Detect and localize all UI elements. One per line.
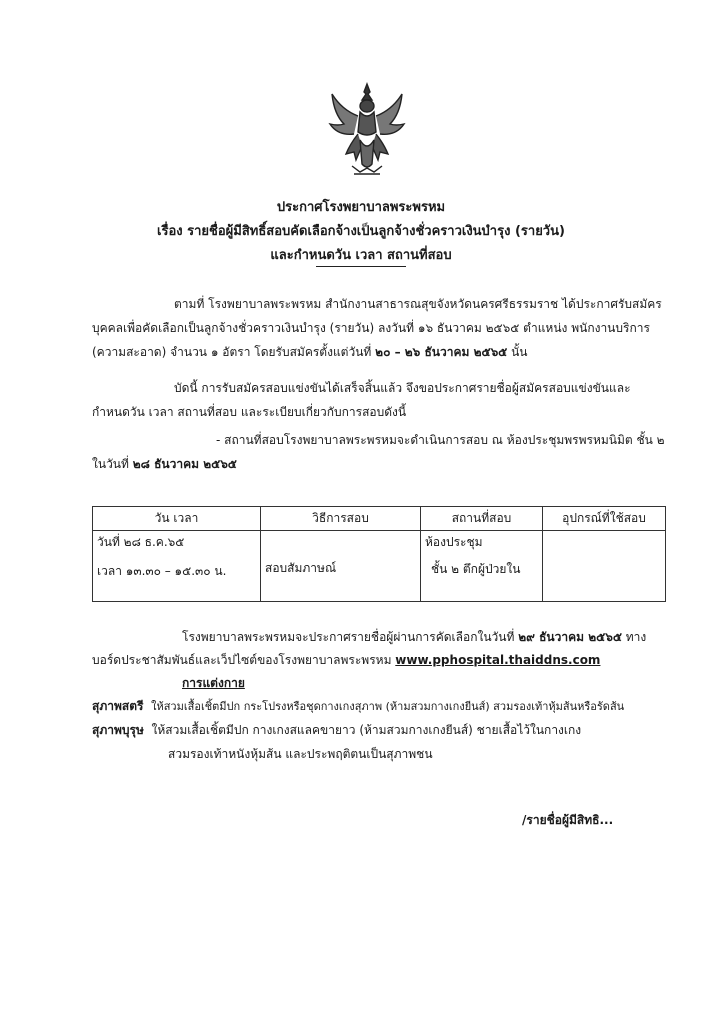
dress-female-label: สุภาพสตรี (92, 699, 144, 713)
para2-line1: บัดนี้ การรับสมัครสอบแข่งขันได้เสร็จสิ้นแล้ว จึงขอประกาศรายชื่อผู้สมัครสอบแข่งขันและ (174, 381, 631, 395)
announcement-subject: เรื่อง รายชื่อผู้มีสิทธิ์สอบคัดเลือกจ้างเป็นลูกจ้างชั่วคราวเงินบำรุง (รายวัน) (157, 224, 565, 239)
dress-male-label: สุภาพบุรุษ (92, 723, 144, 737)
announcement-subject-line2: และกำหนดวัน เวลา สถานที่สอบ (270, 248, 452, 263)
para4-line2 (92, 651, 600, 670)
dress-female (92, 697, 624, 716)
cell-place (421, 531, 543, 602)
title-divider (316, 266, 406, 267)
hospital-website-link[interactable]: www.pphospital.thaiddns.com (395, 653, 601, 667)
cell-place-line1: ห้องประชุม (425, 535, 483, 549)
para1-line2: บุคคลเพื่อคัดเลือกเป็นลูกจ้างชั่วคราวเงินบำรุง (รายวัน) ลงวันที่ ๑๖ ธันวาคม ๒๕๖๕ ตำแหน่ง พนักงานบริการ (92, 321, 650, 335)
para3-line1: - สถานที่สอบโรงพยาบาลพระพรหมจะดำเนินการสอบ ณ ห้องประชุมพรพรหมนิมิต ชั้น ๒ (216, 433, 665, 447)
col-header-place: สถานที่สอบ (421, 507, 543, 531)
col-header-datetime: วัน เวลา (93, 507, 261, 531)
para4-line1-text: โรงพยาบาลพระพรหมจะประกาศรายชื่อผู้ผ่านการคัดเลือกในวันที่ (182, 630, 519, 644)
table-row (93, 531, 666, 602)
dress-code-title: การแต่งกาย (182, 676, 245, 690)
para4-line2-text: บอร์ดประชาสัมพันธ์และเว็ปไซต์ของโรงพยาบาลพระพรหม (92, 653, 396, 667)
cell-place-line2: ชั้น ๒ ตึกผู้ป่วยใน (431, 562, 521, 576)
cell-method-text: สอบสัมภาษณ์ (265, 561, 337, 575)
dress-female-text: ให้สวมเสื้อเชิ้ตมีปก กระโปรงหรือชุดกางเกงสุภาพ (ห้ามสวมกางเกงยีนส์) สวมรองเท้าหุ้มส้นหรือรัดส้น (151, 700, 625, 713)
announcement-title: ประกาศโรงพยาบาลพระพรหม (276, 200, 446, 215)
para1-line3 (92, 343, 528, 362)
dress-male-text: ให้สวมเสื้อเชิ้ตมีปก กางเกงสแลคขายาว (ห้ามสวมกางเกงยีนส์) ชายเสื้อไว้ในกางเกง (151, 723, 582, 737)
exam-date: ๒๘ ธันวาคม ๒๕๖๕ (132, 457, 237, 471)
para3-line2-text: ในวันที่ (92, 457, 133, 471)
para1-line1: ตามที่ โรงพยาบาลพระพรหม สำนักงานสาธารณสุขจังหวัดนครศรีธรรมราช ได้ประกาศรับสมัคร (174, 297, 662, 311)
para4-line1-end: ทาง (621, 630, 647, 644)
application-period: ๒๐ – ๒๖ ธันวาคม ๒๕๖๕ (375, 345, 508, 359)
para2-line2: กำหนดวัน เวลา สถานที่สอบ และระเบียบเกี่ยวกับการสอบดังนี้ (92, 405, 407, 419)
exam-schedule-table (92, 506, 666, 602)
dress-male-line2: สวมรองเท้าหนังหุ้มส้น และประพฤติตนเป็นสุภาพชน (168, 747, 433, 761)
para3-line2 (92, 455, 237, 474)
continuation-note: /รายชื่อผู้มีสิทธิ... (522, 813, 614, 827)
col-header-method: วิธีการสอบ (261, 507, 421, 531)
cell-method (261, 531, 421, 602)
para1-line3-text: (ความสะอาด) จำนวน ๑ อัตรา โดยรับสมัครตั้งแต่วันที่ (92, 345, 376, 359)
cell-date: วันที่ ๒๘ ธ.ค.๖๕ (97, 535, 185, 549)
dress-male (92, 721, 581, 740)
para4-line1 (182, 628, 646, 647)
col-header-equipment: อุปกรณ์ที่ใช้สอบ (543, 507, 666, 531)
result-date: ๒๙ ธันวาคม ๒๕๖๕ (518, 630, 622, 644)
garuda-emblem-icon (324, 80, 410, 178)
para1-line3-end: นั้น (507, 345, 528, 359)
table-header-row (93, 507, 666, 531)
cell-datetime (93, 531, 261, 602)
cell-time: เวลา ๑๓.๓๐ – ๑๕.๓๐ น. (97, 564, 227, 578)
cell-equipment (543, 531, 666, 602)
